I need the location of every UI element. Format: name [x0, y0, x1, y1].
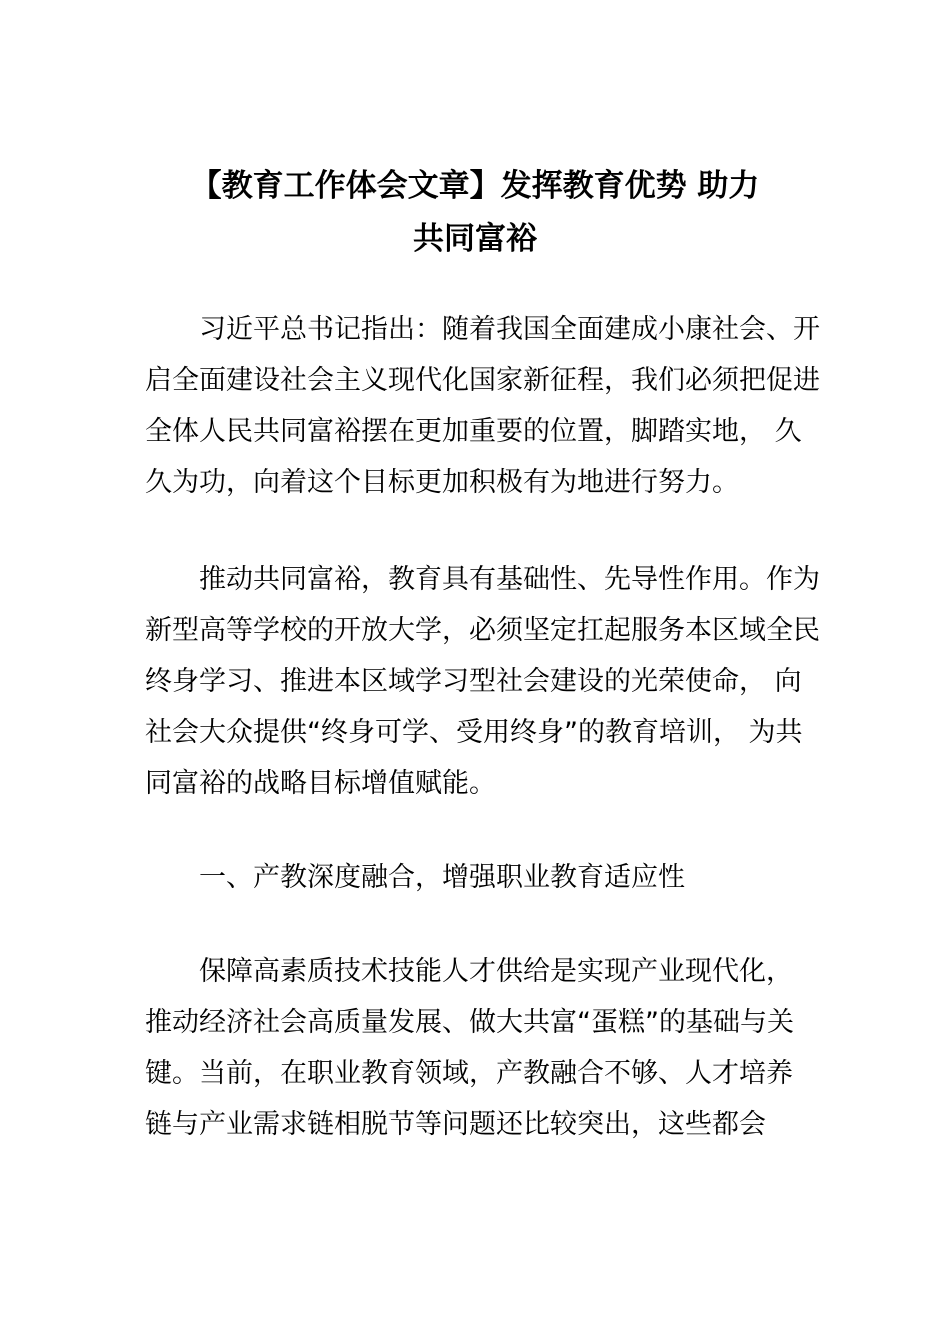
- paragraph-line: 久为功，向着这个目标更加积极有为地进行努力。: [145, 467, 739, 498]
- paragraph-line: 推动经济社会高质量发展、做大共富“蛋糕”的基础与关: [145, 1007, 794, 1038]
- section-heading-1: [145, 852, 825, 903]
- paragraph-line: 推动共同富裕，教育具有基础性、先导性作用。作为: [199, 564, 820, 595]
- paragraph-line: 同富裕的战略目标增值赋能。: [145, 768, 496, 799]
- paragraph-line: 启全面建设社会主义现代化国家新征程，我们必须把促进: [145, 365, 820, 396]
- paragraph-1: [145, 304, 825, 508]
- paragraph-3: [145, 946, 825, 1150]
- paragraph-line: 社会大众提供“终身可学、受用终身”的教育培训， 为共: [145, 717, 803, 748]
- paragraph-line: 保障高素质技术技能人才供给是实现产业现代化，: [199, 956, 793, 987]
- section-heading-text: 一、产教深度融合，增强职业教育适应性: [199, 862, 685, 893]
- paragraph-line: 终身学习、推进本区域学习型社会建设的光荣使命， 向: [145, 666, 802, 697]
- title-line: 共同富裕: [413, 221, 537, 257]
- document-title: [145, 160, 805, 266]
- paragraph-line: 键。当前，在职业教育领域，产教融合不够、人才培养: [145, 1058, 793, 1089]
- paragraph-line: 全体人民共同富裕摆在更加重要的位置，脚踏实地， 久: [145, 416, 802, 447]
- title-line: 【教育工作体会文章】发挥教育优势 助力: [190, 168, 760, 204]
- paragraph-line: 链与产业需求链相脱节等问题还比较突出，这些都会: [145, 1109, 766, 1140]
- paragraph-line: 习近平总书记指出：随着我国全面建成小康社会、开: [199, 314, 820, 345]
- paragraph-2: [145, 554, 825, 809]
- paragraph-line: 新型高等学校的开放大学，必须坚定扛起服务本区域全民: [145, 615, 820, 646]
